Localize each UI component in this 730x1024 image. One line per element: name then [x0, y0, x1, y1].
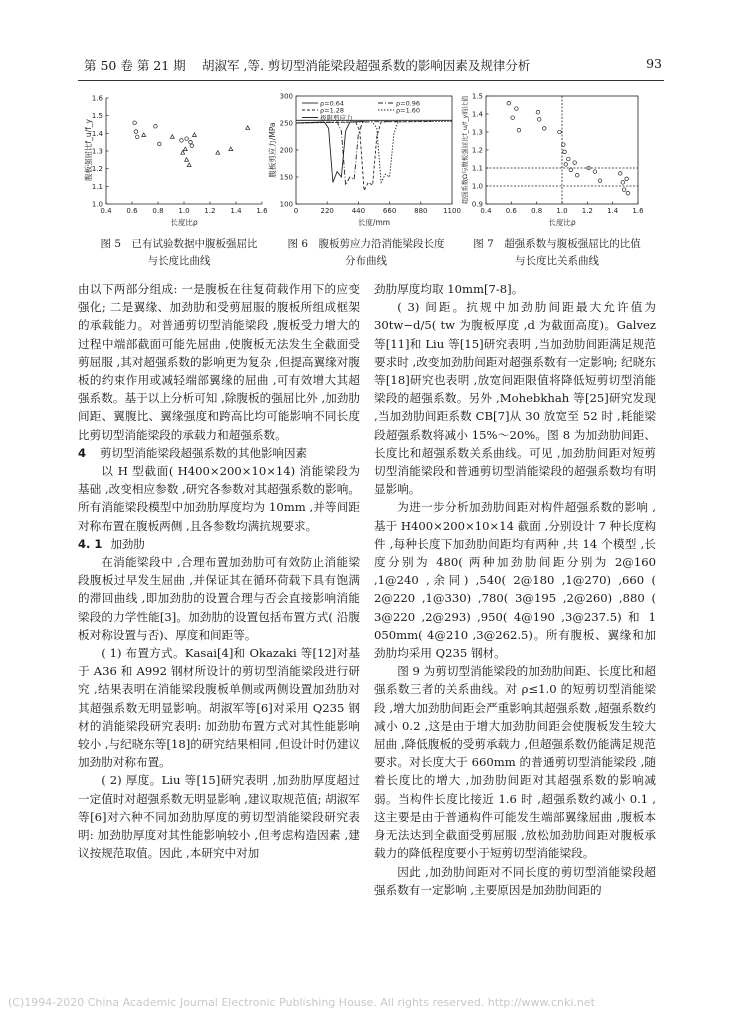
data-points: [133, 121, 250, 167]
y-tick-label: 1.3: [91, 147, 103, 156]
x-axis-label: 长度/mm: [357, 218, 391, 227]
y-axis-label: 腹板强屈比f_u/f_y: [84, 119, 93, 181]
section-heading: [78, 444, 360, 462]
data-point: [563, 150, 567, 154]
figure-6: [268, 92, 461, 230]
data-point: [246, 126, 250, 130]
right-column: [374, 280, 656, 899]
x-tick-label: 1.4: [607, 207, 619, 215]
figure-5: [84, 92, 268, 230]
x-tick-label: 660: [382, 207, 397, 215]
y-axis-label: 腹板剪应力/MPa: [268, 122, 277, 178]
legend-entry-reference: 极限剪应力: [320, 114, 353, 122]
heading-text: 剪切型消能梁段超强系数的其他影响因素: [100, 445, 308, 460]
figure-7: [460, 92, 644, 230]
paragraph: ( 1) 布置方式。Kasai[4]和 Okazaki 等[12]对基于 A36 和 A992 钢材所设计的剪切型消能梁段进行研究 ,结果表明在消能梁段腹板单侧或两侧设置加劲肋对其超强系数无明显影响。胡淑军等[6]对采用 Q235 钢材的消能梁段研究表明: 加劲肋布置方式对其性能影响较小 ,与纪晓东等[18]的研究结果相同 ,但设计时仍建议加劲肋对称布置。: [78, 646, 361, 770]
data-points: [507, 101, 630, 195]
figure-5-chart: [84, 92, 268, 230]
data-point: [618, 172, 622, 176]
paragraph: 图 9 为剪切型消能梁段的加劲肋间距、长度比和超强系数三者的关系曲线。对 ρ≤1.0 的短剪切型消能梁段 ,增大加劲肋间距会严重影响其超强系数 ,超强系数约减小 0.2 ,这是由于增大加劲肋间距会使腹板发生较大屈曲 ,降低腹板的受剪承载力 ,但超强系数仍能满足规范要求。对长度大于 660mm 的普通剪切型消能梁段 ,随着长度比的增大 ,加劲肋间距对其超强系数的影响减弱。当构件长度比接近 1.6 时 ,超强系数约减小 0.1 ,这主要是由于普通构件可能发生端部翼缘屈曲 ,腹板本身无法达到全截面受剪屈服 ,放松加劲肋间距对腹板承载力的降低程度要小于短剪切型消能梁段。: [374, 664, 656, 861]
series-lines: [296, 121, 452, 190]
copyright-footer: (C)1994-2020 China Academic Journal Electronic Publishing House. All rights reserved. http://www.cnki.net: [8, 996, 595, 1009]
data-point: [134, 130, 138, 134]
data-point: [561, 143, 565, 147]
x-tick-label: 0: [293, 207, 299, 215]
x-tick-label: 1.4: [230, 207, 242, 215]
data-point: [625, 177, 629, 181]
x-tick-label: 1100: [443, 207, 461, 215]
y-tick-label: 1.0: [91, 200, 103, 209]
data-point: [190, 144, 194, 148]
caption-line: 图 6 腹板剪应力沿消能梁段长度: [287, 238, 445, 250]
x-tick-label: 1.0: [556, 207, 568, 215]
series-line: [296, 121, 432, 190]
article-running-title: 胡淑军 ,等. 剪切型消能梁段超强系数的影响因素及规律分析: [202, 58, 531, 73]
x-tick-label: 1.2: [204, 207, 216, 215]
y-tick-label: 1.1: [91, 182, 103, 191]
x-tick-label: 880: [414, 207, 428, 215]
data-point: [536, 110, 540, 114]
y-tick-label: 1.3: [471, 128, 483, 137]
x-tick-label: 0.8: [531, 207, 543, 215]
x-axis-label: 长度比ρ: [170, 218, 198, 227]
x-tick-label: 0.8: [152, 207, 164, 215]
data-point: [216, 151, 220, 155]
data-point: [622, 188, 626, 192]
x-tick-label: 440: [351, 207, 366, 215]
y-tick-label: 1.2: [91, 165, 103, 174]
legend-entry: ρ=0.64: [320, 99, 345, 108]
x-axis-label: 长度比ρ: [548, 218, 576, 227]
data-point: [183, 147, 187, 151]
x-tick-labels: [100, 202, 268, 216]
data-point: [511, 116, 515, 120]
data-point: [180, 139, 184, 143]
y-tick-label: 1.4: [471, 110, 483, 119]
caption-line: 图 5 已有试验数据中腹板强屈比: [100, 238, 258, 250]
x-tick-labels: [294, 202, 461, 216]
data-point: [192, 133, 196, 137]
reference-lines: [486, 96, 638, 204]
y-tick-label: 1.1: [471, 164, 483, 173]
y-tick-label: 300: [279, 92, 293, 101]
data-point: [564, 163, 568, 167]
data-point: [567, 157, 571, 161]
y-tick-label: 100: [279, 200, 293, 209]
paragraph: ( 2) 厚度。Liu 等[15]研究表明 ,加劲肋厚度超过一定值时对超强系数无明显影响 ,建议取规范值; 胡淑军等[6]对六种不同加劲肋厚度的剪切型消能梁段研究表明: 加劲肋厚度对其性能影响较小 ,但考虑构造因素 ,建议按规范取值。因此 ,本研究中对加: [78, 773, 360, 861]
y-tick-label: 200: [279, 146, 293, 155]
data-point: [575, 173, 579, 177]
data-point: [573, 161, 577, 165]
figure-7-chart: [460, 92, 644, 230]
data-point: [593, 170, 597, 174]
legend: [302, 100, 420, 123]
data-point: [507, 101, 511, 105]
x-tick-label: 0.4: [480, 207, 492, 215]
data-point: [569, 168, 573, 172]
y-tick-label: 1.5: [91, 112, 103, 121]
figure-6-caption: [276, 236, 456, 270]
figure-7-caption: [462, 236, 652, 270]
x-tick-label: 0.6: [505, 207, 517, 215]
y-tick-label: 0.9: [471, 200, 483, 209]
heading-text: 加劲肋: [110, 536, 145, 551]
data-point: [558, 130, 562, 134]
paragraph: ( 3) 间距。抗规中加劲肋间距最大允许值为 30tw−d/5( tw 为腹板厚度 ,d 为截面高度)。Galvez 等[11]和 Liu 等[15]研究表明 ,当加劲肋间距满足规范要求时 ,改变加劲肋间距对超强系数有一定影响; 纪晓东等[18]研究也表明 ,放宽间距限值将降低短剪切型消能梁段的超强系数。另外 ,Mohebkhah 等[25]研究发现 ,当加劲肋间距系数 CB[7]从 30 放宽至 52 时 ,耗能梁段超强系数将减小 15%～20%。图 8 为加劲肋间距、长度比和超强系数关系曲线。可见 ,加劲肋间距对短剪切型消能梁段和普通剪切型消能梁段的超强系数均有明显影响。: [374, 300, 656, 497]
y-tick-label: 1.5: [471, 92, 483, 101]
paragraph: 由以下两部分组成: 一是腹板在往复荷载作用下的应变强化; 二是翼缘、加劲肋和受剪屈服的腹板所组成框架的承载能力。对普通剪切型消能梁段 ,腹板受力增大的过程中端部截面可能先屈曲 ,使腹板无法发生全截面受剪屈服 ,其对超强系数的影响更为复杂 ,但提高翼缘对腹板的约束作用或减轻端部翼缘的屈曲 ,可有效增大其超强系数。基于以上分析可知 ,除腹板的强屈比外 ,加劲肋间距、翼腹比、翼缘强度和跨高比均可能影响不同长度比剪切型消能梁段的承载力和超强系数。: [78, 282, 360, 442]
data-point: [187, 163, 191, 167]
x-tick-label: 1.2: [581, 207, 593, 215]
figure-6-chart: [268, 92, 461, 230]
paragraph: 在消能梁段中 ,合理布置加劲肋可有效防止消能梁段腹板过早发生屈曲 ,并保证其在循环荷载下具有饱满的滞回曲线 ,即加劲肋的设置合理与否会直接影响消能梁段的力学性能[3]。加劲肋的设置包括布置方式( 沿腹板对称设置与否)、厚度和间距等。: [78, 555, 360, 642]
data-point: [517, 128, 521, 132]
data-point: [542, 127, 546, 131]
x-tick-label: 1.0: [178, 207, 190, 215]
x-tick-label: 220: [320, 207, 334, 215]
header-rule: [78, 80, 664, 81]
x-tick-label: 1.6: [256, 207, 268, 215]
page-number: 93: [646, 56, 662, 71]
data-point: [154, 124, 158, 128]
journal-issue: 第 50 卷 第 21 期: [84, 58, 186, 73]
data-point: [537, 118, 541, 122]
data-point: [170, 135, 174, 139]
data-point: [142, 133, 146, 137]
left-column: [78, 280, 360, 863]
legend-entry: ρ=0.96: [396, 99, 421, 108]
paragraph: 劲肋厚度均取 10mm[7-8]。: [374, 282, 524, 296]
heading-number: 4: [78, 445, 87, 460]
y-tick-label: 150: [279, 173, 293, 182]
data-point: [158, 142, 162, 146]
data-point: [621, 181, 625, 185]
data-point: [626, 191, 630, 195]
caption-line: 与长度比关系曲线: [515, 255, 599, 267]
heading-number: 4. 1: [78, 536, 103, 551]
data-point: [515, 107, 519, 111]
data-point: [185, 137, 189, 141]
y-axis-label: 超强系数Ω与腹板强屈比f_u/f_y的比值: [461, 95, 469, 205]
series-line: [296, 121, 398, 185]
caption-line: 图 7 超强系数与腹板强屈比的比值: [473, 238, 641, 250]
y-tick-label: 1.6: [91, 94, 103, 103]
legend-entry: ρ=1.28: [320, 106, 345, 115]
data-point: [133, 121, 137, 125]
series-line: [296, 121, 364, 182]
paragraph: 以 H 型截面( H400×200×10×14) 消能梁段为基础 ,改变相应参数 ,研究各参数对其超强系数的影响。所有消能梁段模型中加劲肋厚度均为 10mm ,并等间距对称布置在腹板两侧 ,且各参数均满抗规要求。: [78, 464, 360, 533]
y-tick-label: 250: [279, 119, 293, 128]
y-tick-label: 1.4: [91, 129, 103, 138]
x-tick-label: 0.4: [100, 207, 112, 215]
caption-line: 与长度比曲线: [147, 255, 211, 267]
caption-line: 分布曲线: [345, 255, 387, 267]
data-point: [135, 135, 139, 139]
y-tick-label: 1.0: [471, 182, 483, 191]
paragraph: 为进一步分析加劲肋间距对构件超强系数的影响 ,基于 H400×200×10×14 截面 ,分别设计 7 种长度构件 ,每种长度下加劲肋间距均有两种 ,共 14 个模型 ,长度分别为 480( 两种加劲肋间距分别为 2@160 ,1@240 ,余同) ,540( 2@180 ,1@270) ,660 ( 2@220 ,1@330) ,780( 3@195 ,2@260) ,880 ( 3@220 ,2@293) ,950( 4@190 ,3@237.5) 和 1 050mm( 4@210 ,3@262.5)。所有腹板、翼缘和加劲肋均采用 Q235 钢材。: [374, 500, 656, 661]
subsection-heading: [78, 535, 360, 553]
x-tick-label: 0.6: [126, 207, 138, 215]
running-header: [84, 56, 662, 78]
legend-entry: ρ=1.60: [396, 106, 421, 115]
y-tick-label: 1.2: [471, 146, 483, 155]
data-point: [229, 147, 233, 151]
paragraph: 因此 ,加劲肋间距对不同长度的剪切型消能梁段超强系数有一定影响 ,主要原因是加劲肋间距的: [374, 864, 656, 897]
data-point: [598, 179, 602, 183]
x-tick-labels: [480, 202, 644, 216]
data-point: [189, 140, 193, 144]
data-point: [181, 151, 185, 155]
x-tick-label: 1.6: [632, 207, 644, 215]
data-point: [185, 158, 189, 162]
figure-5-caption: [84, 236, 274, 270]
